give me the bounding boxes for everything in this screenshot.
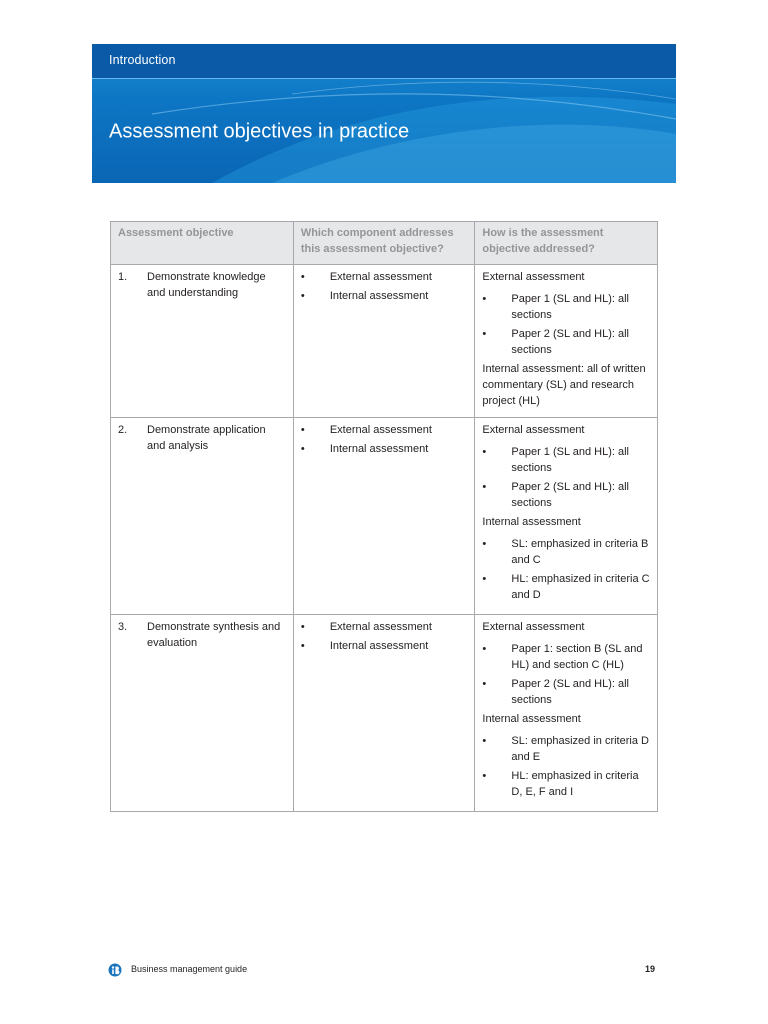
list-item: • Paper 2 (SL and HL): all sections: [482, 678, 629, 706]
objective-text: Demonstrate knowledge and understanding: [147, 271, 266, 299]
how-addressed-cell: [475, 418, 658, 615]
objective-number: 1.: [118, 271, 128, 283]
internal-text: Internal assessment: all of written commentary (SL) and research project (HL): [482, 363, 646, 407]
section-label: Introduction: [109, 53, 176, 67]
footer-guide-title: Business management guide: [131, 964, 248, 974]
list-item: • SL: emphasized in criteria D and E: [482, 735, 649, 763]
objective-number: 3.: [118, 621, 128, 633]
list-item: • Paper 1 (SL and HL): all sections: [482, 293, 629, 321]
list-item: • External assessment: [300, 424, 432, 436]
objective-number: 2.: [118, 424, 128, 436]
list-item: • Paper 1 (SL and HL): all sections: [482, 446, 629, 474]
header-swoosh-decoration: [92, 44, 676, 183]
external-heading: External assessment: [482, 424, 585, 436]
component-cell: [293, 265, 475, 418]
component-list: [301, 619, 468, 654]
list-item: • Paper 1: section B (SL and HL) and section C (HL): [482, 643, 643, 671]
assessment-objectives-table: [110, 221, 658, 812]
objective-text: Demonstrate application and analysis: [147, 424, 266, 452]
list-item: • SL: emphasized in criteria B and C: [482, 538, 649, 566]
objective-cell: [111, 265, 294, 418]
internal-heading: Internal assessment: [482, 516, 581, 528]
objective-cell: [111, 418, 294, 615]
objective-cell: [111, 615, 294, 812]
external-list: [482, 444, 650, 511]
list-item: • HL: emphasized in criteria D, E, F and I: [482, 770, 639, 798]
component-cell: [293, 615, 475, 812]
list-item: • External assessment: [300, 271, 432, 283]
how-addressed-cell: [475, 265, 658, 418]
external-heading: External assessment: [482, 621, 585, 633]
list-item: • Internal assessment: [300, 290, 429, 302]
component-cell: [293, 418, 475, 615]
internal-heading: Internal assessment: [482, 713, 581, 725]
list-item: • Internal assessment: [300, 443, 429, 455]
external-list: [482, 641, 650, 708]
column-header-objective: Assessment objective: [111, 222, 294, 265]
column-header-component: Which component addresses this assessment objective?: [293, 222, 475, 265]
list-item: • Paper 2 (SL and HL): all sections: [482, 481, 629, 509]
how-addressed-cell: [475, 615, 658, 812]
objective-text: Demonstrate synthesis and evaluation: [147, 621, 281, 649]
table-row: [111, 615, 658, 812]
table-row: [111, 265, 658, 418]
list-item: • Internal assessment: [300, 640, 429, 652]
page-header-banner: [92, 44, 676, 183]
footer-page-number: 19: [645, 964, 656, 974]
ib-logo-icon: [108, 963, 122, 977]
external-heading: External assessment: [482, 271, 585, 283]
component-list: [301, 422, 468, 457]
table-row: [111, 418, 658, 615]
list-item: • HL: emphasized in criteria C and D: [482, 573, 650, 601]
page-title: Assessment objectives in practice: [109, 120, 410, 143]
list-item: • External assessment: [300, 621, 432, 633]
table-header-row: [111, 222, 658, 265]
external-list: [482, 291, 650, 358]
list-item: • Paper 2 (SL and HL): all sections: [482, 328, 629, 356]
column-header-how-addressed: How is the assessment objective addressed?: [475, 222, 658, 265]
internal-list: [482, 733, 650, 800]
component-list: [301, 269, 468, 304]
internal-list: [482, 536, 650, 603]
